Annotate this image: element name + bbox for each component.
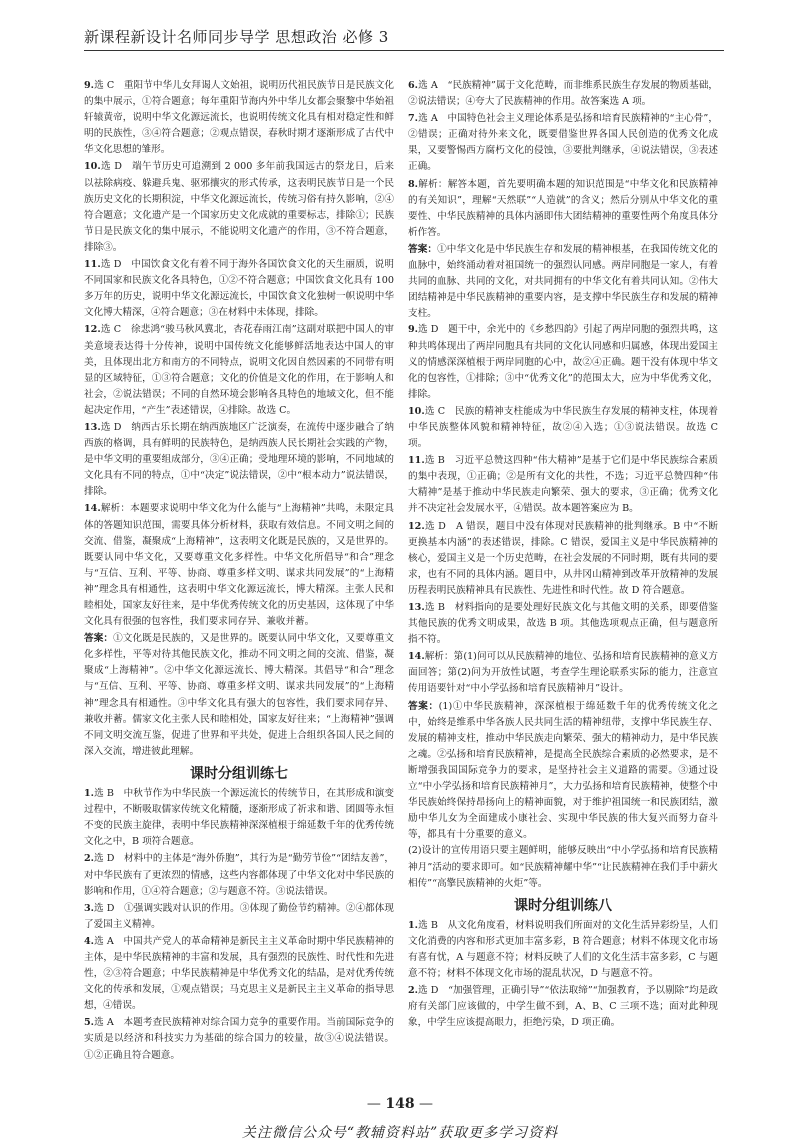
section-title: 课时分组训练八: [514, 897, 612, 914]
list-item: 2.选 D 材料中的主体是“海外侨胞”，其行为是“勤劳节俭”“团结友善”，对中华民族有了更浓烈的情感，这些内容都体现了中华文化对中华民族的影响和作用，①④符合题意；②与题意不符。③说法错误。: [84, 853, 394, 897]
answer-paragraph: 答案：①中华文化是中华民族生存和发展的精神根基，在我国传统文化的血脉中，始终涌动着对祖国统一的强烈认同感。两岸同胞是一家人，有着共同的血脉、共同的文化，对共同拥有的中华文化有着共同认知。②伟大团结精神是中华民族精神的重要内容，是支撑中华民族生存和发展的精神支柱。: [408, 243, 719, 320]
page-number: — 148 —: [366, 1096, 434, 1112]
list-item: 11.选 B 习近平总赞这四种“伟大精神”是基于它们是中华民族综合素质的集中表现，①正确；②是所有文化的共性，不选；习近平总赞四种“伟大精神”是基于推动中华民族走向繁荣、强大的要求，③正确；优秀文化并不决定社会发展水平，④错误。故本题答案应为 B。: [408, 455, 718, 515]
list-item: 6.选 A “民族精神”属于文化范畴，而非维系民族生存发展的物质基础，②说法错误；④夸大了民族精神的作用。故答案选 A 项。: [408, 80, 718, 108]
dash-decoration: —: [366, 1096, 386, 1112]
list-item: 3.选 D ①强调实践对认识的作用。③体现了勤俭节约精神。②④都体现了爱国主义精神。: [84, 902, 394, 930]
list-item: 12.选 D A 错误，题目中没有体现对民族精神的批判继承。B 中“不断更换基本内涵”的表述错误，排除。C 错误，爱国主义是中华民族精神的核心，爱国主义是一个历史范畴，在社会发展的不同时期，既有共同的要求，也有不同的具体内涵。题目中，从井冈山精神到改革开放精神的发展历程表明民族精神具有民族性、先进性和时代性。故 D 符合题意。: [408, 520, 718, 596]
list-item: 5.选 A 本题考查民族精神对综合国力竞争的重要作用。当前国际竞争的实质是以经济和科技实力为基础的综合国力的较量，故③④说法错误。①②正确且符合题意。: [84, 1017, 394, 1061]
list-item: 9.选 D 题干中，余光中的《乡愁四韵》引起了两岸同胞的强烈共鸣，这种共鸣体现出了两岸同胞具有共同的文化认同感和归属感，体现出爱国主义的情感深深植根于两岸同胞的心中，故②④正确。题干没有体现中华文化的包容性，①排除；③中“优秀文化”的范围太大，应为中华优秀文化，排除。: [408, 324, 718, 400]
list-item: 10.选 D 端午节历史可追溯到 2 000 多年前我国远古的祭龙日，后来以祛除病疫、躲避兵鬼、驱邪攘灾的形式传承，这表明民族节日是一个民族历史文化的长期积淀，中华文化源远流长，传统习俗有持久影响，②④符合题意；文化遗产是一个国家历史文化成就的重要标志，排除①；民族节日是民族文化的集中展示，不能说明文化遗产的作用，③不符合题意，排除③。: [84, 161, 394, 253]
left-column: [84, 78, 394, 1065]
header-divider: [84, 50, 724, 51]
list-item: 9.选 C 重阳节中华儿女拜谒人文始祖，说明历代祖民族节日是民族文化的集中展示，①符合题意；每年重阳节海内外中华儿女都会聚黎中华始祖轩辕黄帝，说明中华文化源远流长，也说明传统文化具有相对稳定性和鲜明的民族性，③④符合题意；②观点错误，春秋时期才逐渐形成了古代中华文化思想的雏形。: [84, 80, 394, 156]
list-item: 12.选 C 徐悲鸿“骏马秋风冀北，杏花春雨江南”这副对联把中国人的审美意境表达得十分传神，说明中国传统文化能够鲜活地表达中国人的审美，且体现出北方和南方的不同特点，说明文化因自然因素的不同带有明显的区域特征，①③符合题意；文化的价值是文化的作用，在于影响人和社会，②说法错误；不同的自然环境会影响各具特色的地域文化，但不能起决定作用，“产生”表述错误，④排除。故选 C。: [84, 324, 394, 416]
right-column: [408, 78, 718, 1032]
list-item: 1.选 B 中秋节作为中华民族一个源远流长的传统节日，在其形成和演变过程中，不断吸取儒家传统文化精髓，逐渐形成了祈求和谐、团圆等永恒不变的民族主旋律，表明中华民族精神深深植根于绵延数千年的优秀传统文化之中，B 项符合题意。: [84, 788, 394, 848]
list-item: 11.选 D 中国饮食文化有着不同于海外各国饮食文化的天生丽质，说明不同国家和民族文化各具特色，①②不符合题意；中国饮食文化具有 100 多万年的历史，说明中华文化源远流长，中国饮食文化独树一帜说明中华文化博大精深，④符合题意；③在材料中未体现，排除。: [84, 259, 394, 319]
list-item: 14.解析：第(1)问可以从民族精神的地位、弘扬和培育民族精神的意义方面回答；第(2)问为开放性试题，考查学生理论联系实际的能力，注意宣传用语要针对“中小学弘扬和培育民族精神月”设计。: [408, 651, 718, 695]
answer-paragraph: 答案：(1)①中华民族精神，深深植根于绵延数千年的优秀传统文化之中，始终是维系中华各族人民共同生活的精神纽带，支撑中华民族生存、发展的精神支柱，推动中华民族走向繁荣、强大的精神动力，是中华民族之魂。②弘扬和培育民族精神，是提高全民族综合素质的必然要求，是不断增强我国国际竞争力的要求，是坚持社会主义道路的需要。③通过设立“中小学弘扬和培育民族精神月”，大力弘扬和培育民族精神，使整个中华民族始终保持昂扬向上的精神面貌，对于维护祖国统一和民族团结，激励中华儿女为全面建成小康社会、实现中华民族的伟大复兴而努力奋斗等，都具有十分重要的意义。: [408, 700, 719, 841]
list-item: 7.选 A 中国特色社会主义理论体系是弘扬和培育民族精神的“主心骨”，②错误；正确对待外来文化，既要借鉴世界各国人民创造的优秀文化成果，又要警惕西方腐朽文化的侵蚀，③要批判继承，④说法错误，③表述正确。: [408, 113, 718, 173]
page-header: 新课程新设计名师同步导学 思想政治 必修 3: [84, 28, 389, 46]
list-item: 8.解析：解答本题，首先要明确本题的知识范围是“中华文化和民族精神的有关知识”，理解“天然联”“人造就”的含义；然后分别从中华文化的重要性、中华民族精神的具体内涵即伟大团结精神的重要性两个角度具体分析作答。: [408, 178, 718, 238]
section-title: 课时分组训练七: [190, 765, 288, 782]
list-item: 1.选 B 从文化角度看，材料说明我们所面对的文化生活异彩纷呈，人们文化消费的内容和形式更加丰富多彩，B 符合题意；材料不体现文化市场有喜有忧，A 与题意不符；材料反映了人们的文化生活丰富多彩，C 与题意不符；材料不体现文化市场的混乱状况，D 与题意不符。: [408, 919, 718, 980]
answer-paragraph: 答案：①文化既是民族的，又是世界的。既要认同中华文化，又要尊重文化多样性，平等对待其他民族文化，推动不同文明之间的交流、借鉴，凝聚成“上海精神”。②中华文化源远流长、博大精深。其倡导“和合”理念与“互信、互利、平等、协商、尊重多样文明、谋求共同发展”的“上海精神”理念具有相通性。③中华文化具有强大的包容性，我们要求同存异、兼收并蓄。儒家文化主张人民和睦相处，国家友好往来；“上海精神”强调不同文明交流互鉴，促进了世界和平共处，促进上合组织各国人民之间的深入交流，增进彼此理解。: [84, 633, 395, 757]
list-item: 4.选 A 中国共产党人的革命精神是新民主主义革命时期中华民族精神的主体，是中华民族精神的丰富和发展，具有强烈的民族性、时代性和先进性，②③符合题意；中华民族精神是中华优秀文化的结晶，是对优秀传统文化的传承和发展，①观点错误；马克思主义是新民主主义革命的指导思想，④错误。: [84, 935, 394, 1012]
answer-paragraph-2: (2)设计的宣传用语只要主题鲜明，能够反映出“中小学弘扬和培育民族精神月”活动的要求即可。如“民族精神耀中华”“让民族精神在我们手中薪火相传”“高擎民族精神的火炬”等。: [408, 845, 718, 889]
list-item: 13.选 D 纳西古乐长期在纳西族地区广泛演奏，在流传中逐步融合了纳西族的格调，具有鲜明的民族特色，是纳西族人民长期社会实践的产物，是中华文明的重要组成部分，③④正确；受地理环境的影响，不同地域的文化具有不同的特点，①中“决定”说法错误，②中“根本动力”说法错误，排除。: [84, 421, 394, 498]
list-item: 14.解析：本题要求说明中华文化为什么能与“上海精神”共鸣，未限定具体的答题知识范围，需要具体分析材料，获取有效信息。不同文明之间的交流、借鉴，凝聚成“上海精神”，这表明文化既是民族的，又是世界的。既要认同中华文化，又要尊重文化多样性。中华文化所倡导“和合”理念与“互信、互利、平等、协商、尊重多样文明、谋求共同发展”的“上海精神”理念具有相通性，这表明中华文化源远流长，博大精深。主张人民和睦相处，国家友好往来，是中华优秀传统文化的历史基因，这体现了中华文化具有很强的包容性，我们要求同存异、兼收并蓄。: [84, 503, 394, 628]
dash-decoration: —: [414, 1096, 434, 1112]
list-item: 10.选 C 民族的精神支柱能成为中华民族生存发展的精神支柱，体现着中华民族整体风貌和精神特征，故②④入选；①③说法错误。故选 C 项。: [408, 405, 718, 450]
footer-note: 关注微信公众号“教辅资料站”获取更多学习资料: [241, 1125, 559, 1141]
list-item: 2.选 D “加强管理，正确引导”“依法取缔”“加强教育，予以剔除”均是政府有关部门应该做的，中学生做不到，A、B、C 三项不选；面对此种现象，中学生应该提高眼力，拒绝污染，D 项正确。: [408, 985, 718, 1029]
list-item: 13.选 B 材料指向的是要处理好民族文化与其他文明的关系，即要借鉴其他民族的优秀文明成果，故选 B 项。其他选项观点正确，但与题意所指不符。: [408, 602, 718, 646]
